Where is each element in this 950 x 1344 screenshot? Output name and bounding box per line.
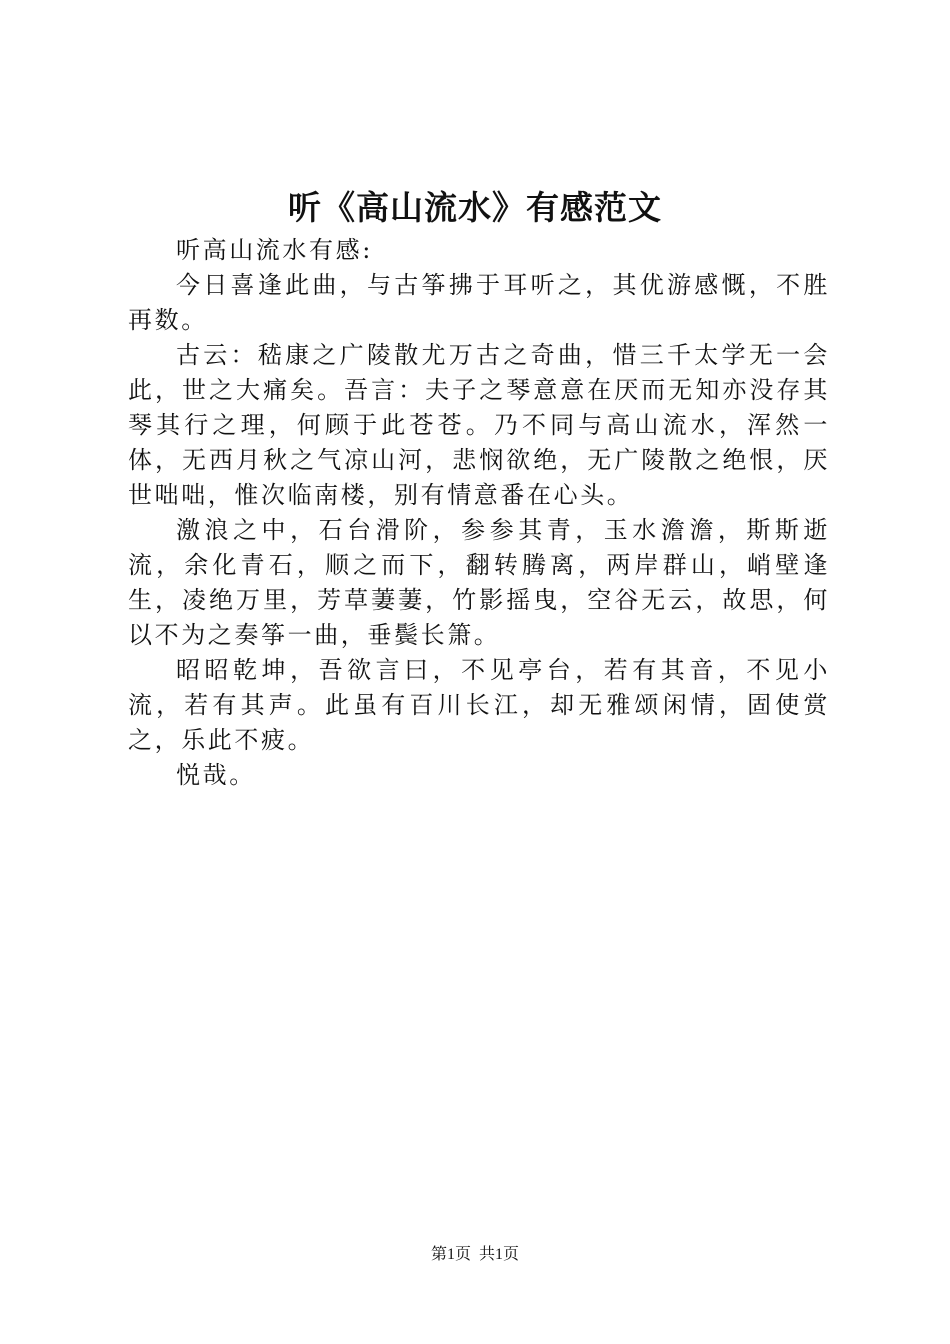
document-body bbox=[128, 233, 830, 793]
page-number: 第1页 bbox=[430, 1246, 471, 1263]
document-title: 听《高山流水》有感范文 bbox=[288, 188, 662, 227]
paragraph: 昭昭乾坤，吾欲言曰，不见亭台，若有其音，不见小流，若有其声。此虽有百川长江，却无雅颂闲情，固使赏之，乐此不疲。 bbox=[128, 656, 830, 754]
paragraph: 悦哉。 bbox=[176, 761, 256, 789]
page-total: 共1页 bbox=[479, 1246, 520, 1263]
paragraph: 激浪之中，石台滑阶，参参其青，玉水澹澹，斯斯逝流，余化青石，顺之而下，翻转腾离，两岸群山，峭壁逢生，凌绝万里，芳草萋萋，竹影摇曳，空谷无云，故思，何以不为之奏筝一曲，垂鬓长箫。 bbox=[128, 516, 830, 649]
paragraph: 古云：嵇康之广陵散尤万古之奇曲，惜三千太学无一会此，世之大痛矣。吾言：夫子之琴意意在厌而无知亦没存其琴其行之理，何顾于此苍苍。乃不同与高山流水，浑然一体，无西月秋之气凉山河，悲悯欲绝，无广陵散之绝恨，厌世咄咄，惟次临南楼，别有情意番在心头。 bbox=[128, 341, 830, 509]
page-footer bbox=[0, 1243, 950, 1267]
paragraph: 今日喜逢此曲，与古筝拂于耳听之，其优游感慨，不胜再数。 bbox=[128, 271, 830, 334]
paragraph: 听高山流水有感: bbox=[176, 236, 373, 264]
